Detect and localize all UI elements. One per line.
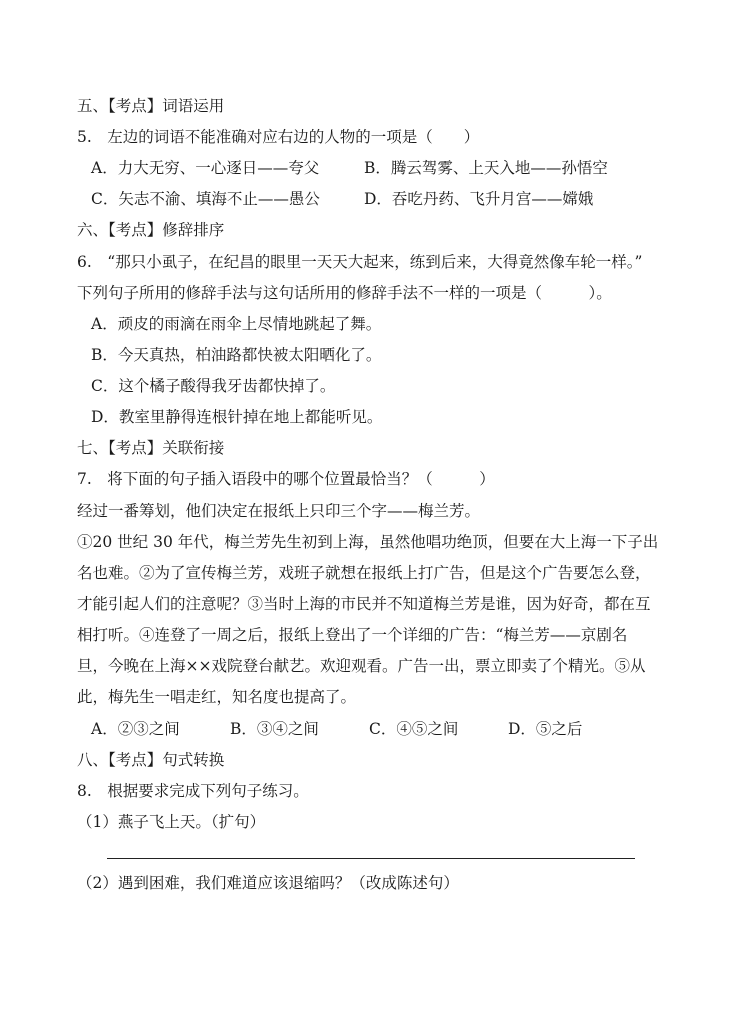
answer-line[interactable]: [107, 858, 635, 859]
question-5-option-d: D．吞吃丹药、飞升月宫——嫦娥: [364, 190, 594, 208]
section-5-heading: 五、【考点】词语运用: [77, 97, 225, 115]
question-5-option-a: A．力大无穷、一心逐日——夸父: [91, 159, 320, 177]
section-6-heading: 六、【考点】修辞排序: [77, 221, 225, 239]
section-7-heading: 七、【考点】关联衔接: [77, 439, 225, 457]
question-7-option-c: C．④⑤之间: [369, 720, 459, 738]
question-7-option-d: D．⑤之后: [508, 720, 583, 738]
question-8-item-1: （1）燕子飞上天。（扩句）: [77, 813, 266, 831]
passage-line-5: 旦，今晚在上海××戏院登台献艺。欢迎观看。广告一出，票立即卖了个精光。⑤从: [77, 657, 646, 675]
question-7-insert-sentence: 经过一番筹划，他们决定在报纸上只印三个字——梅兰芳。: [77, 502, 481, 520]
passage-line-2: 名也难。②为了宣传梅兰芳，戏班子就想在报纸上打广告，但是这个广告要怎么登，: [77, 564, 651, 582]
question-8-stem: 8. 根据要求完成下列句子练习。: [77, 782, 309, 800]
question-7-option-b: B．③④之间: [230, 720, 319, 738]
question-6-quote: 6. “那只小虱子，在纪昌的眼里一天天大起来，练到后来，大得竟然像车轮一样。”: [77, 253, 643, 271]
passage-line-1: ①20 世纪 30 年代，梅兰芳先生初到上海，虽然他唱功绝顶，但要在大上海一下子出: [77, 533, 659, 551]
question-6-option-a: A．顽皮的雨滴在雨伞上尽情地跳起了舞。: [91, 315, 382, 333]
question-6-option-c: C．这个橘子酸得我牙齿都快掉了。: [91, 377, 336, 395]
question-5-option-c: C．矢志不渝、填海不止——愚公: [91, 190, 320, 208]
passage-line-4: 相打听。④连登了一周之后，报纸上登出了一个详细的广告：“梅兰芳——京剧名: [77, 626, 628, 644]
question-5-stem: 5. 左边的词语不能准确对应右边的人物的一项是（ ）: [77, 128, 480, 146]
question-6-option-b: B．今天真热，柏油路都快被太阳晒化了。: [91, 346, 382, 364]
section-8-heading: 八、【考点】句式转换: [77, 751, 225, 769]
question-7-stem: 7. 将下面的句子插入语段中的哪个位置最恰当？（ ）: [77, 470, 495, 488]
question-7-option-a: A．②③之间: [91, 720, 180, 738]
passage-line-3: 才能引起人们的注意呢？③当时上海的市民并不知道梅兰芳是谁，因为好奇，都在互: [77, 595, 651, 613]
question-6-stem: 下列句子所用的修辞手法与这句话所用的修辞手法不一样的一项是（ ）。: [77, 284, 612, 302]
question-8-item-2: （2）遇到困难，我们难道应该退缩吗？（改成陈述句）: [77, 874, 459, 892]
question-5-option-b: B．腾云驾雾、上天入地——孙悟空: [364, 159, 608, 177]
question-6-option-d: D．教室里静得连根针掉在地上都能听见。: [91, 408, 383, 426]
passage-line-6: 此，梅先生一唱走红，知名度也提高了。: [77, 688, 357, 706]
